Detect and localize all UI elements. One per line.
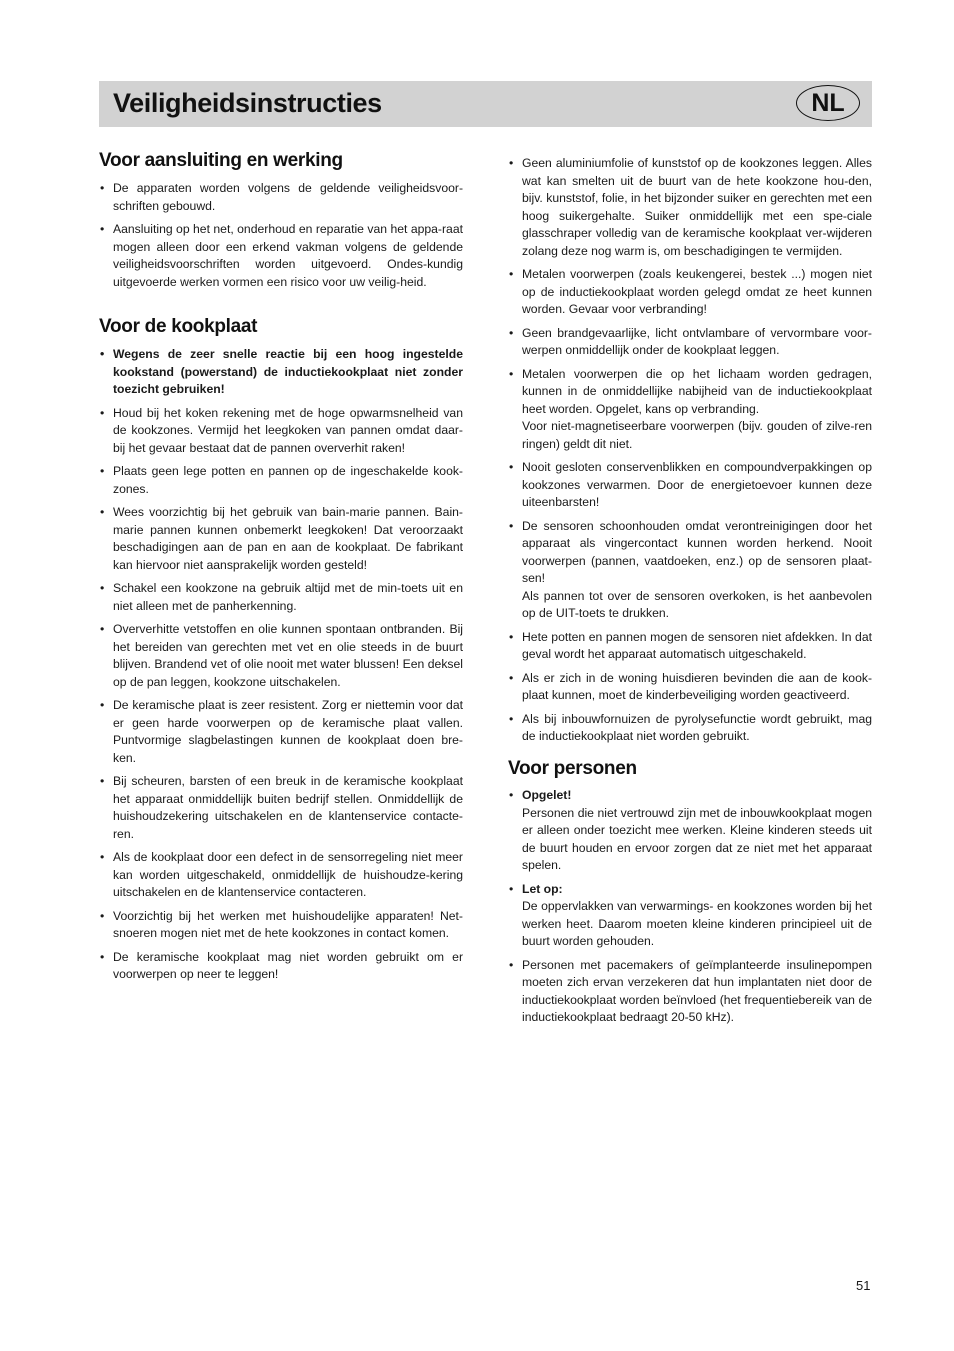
list-item: • Voorzichtig bij het werken met huishoudelijke apparaten! Net-snoeren mogen niet met de hete kookzones in contact komen. bbox=[99, 908, 463, 943]
list-item-text: • Metalen voorwerpen die op het lichaam worden gedragen, kunnen in de onmiddellijke nabijheid van de inductiekookplaat heet worden. Opgelet, kans op verbranding. bbox=[522, 366, 872, 416]
persons-list bbox=[508, 787, 872, 1027]
list-item: • Geen brandgevaarlijke, licht ontvlambare of vervormbare voor-werpen onmiddellijk onder de kookplaat leggen. bbox=[508, 325, 872, 360]
list-item: • Nooit gesloten conservenblikken en compoundverpakkingen op kookzones verwarmen. Door de energietoevoer kunnen deze uiteenbarsten! bbox=[508, 459, 872, 512]
right-column bbox=[508, 155, 872, 752]
list-item: • Aansluiting op het net, onderhoud en reparatie van het appa-raat mogen alleen door een erkend vakman volgens de geldende veiligheidsvoorschriften worden uitgevoerd. Ondes-kundig uitgevoerde werken vormen een risico voor uw veilig-heid. bbox=[99, 221, 463, 291]
list-item: • Oververhitte vetstoffen en olie kunnen spontaan ontbranden. Bij het bereiden van gerechten met vet en olie steeds in de buurt blijven. Brandend vet of olie nooit met water blussen! Een deksel op de pan leggen, kookzone uitschakelen. bbox=[99, 621, 463, 691]
page-number: 51 bbox=[856, 1278, 871, 1293]
list-item: • Houd bij het koken rekening met de hoge opwarmsnelheid van de kookzones. Vermijd het leegkoken van pannen omdat daar-bij het gevaar bestaat dat de pannen oververhit raken! bbox=[99, 405, 463, 458]
section-heading-hob: Voor de kookplaat bbox=[99, 316, 258, 337]
hob-list-continued bbox=[508, 155, 872, 746]
list-item bbox=[508, 787, 872, 875]
list-item: • Als de kookplaat door een defect in de sensorregeling niet meer kan worden uitgeschakeld, onmiddellijk de huishoudze-kering uitschakelen en de klantenservice contacteren. bbox=[99, 849, 463, 902]
list-item: • Geen aluminiumfolie of kunststof op de kookzones leggen. Alles wat kan smelten uit de buurt van de hete kookzone hou-den, bijv. kunststof, folie, in het bijzonder suiker en gerechten met een hoog suikergehalte. Suiker onmiddellijk met een spe-ciale glasschraper volledig van de keramische kookplaat ver-wijderen zolang deze nog warm is, om beschadigingen te vermijden. bbox=[508, 155, 872, 260]
section-heading-connection: Voor aansluiting en werking bbox=[99, 150, 343, 171]
title-bar bbox=[99, 81, 872, 127]
list-item: • De keramische plaat is zeer resistent. Zorg er niettemin voor dat er geen harde voorwerpen op de keramische plaat vallen. Puntvormige slagbelastingen kunnen de kookplaat doen bre-ken. bbox=[99, 697, 463, 767]
connection-list bbox=[99, 180, 463, 291]
list-item-lead: • Opgelet! bbox=[522, 788, 572, 802]
list-item: • De apparaten worden volgens de geldende veiligheidsvoor-schriften gebouwd. bbox=[99, 180, 463, 215]
list-item: • Plaats geen lege potten en pannen op de ingeschakelde kook-zones. bbox=[99, 463, 463, 498]
language-badge: NL bbox=[796, 85, 860, 121]
list-item-note: Voor niet-magnetiseerbare voorwerpen (bijv. gouden of zilve-ren ringen) geldt dit niet. bbox=[522, 419, 872, 451]
list-item: • De keramische kookplaat mag niet worden gebruikt om er voorwerpen op neer te leggen! bbox=[99, 949, 463, 984]
list-item bbox=[508, 518, 872, 623]
list-item: • Bij scheuren, barsten of een breuk in de keramische kookplaat het apparaat onmiddellijk buiten bedrijf stellen. Onmiddellijk de huishoudzekering uitschakelen en de klantenservice contacte-ren. bbox=[99, 773, 463, 843]
list-item-text: • De sensoren schoonhouden omdat verontreinigingen door het apparaat als vingercontact kunnen worden herkend. Nooit voorwerpen (pannen, vaatdoeken, enz.) op de sensoren plaat-sen! bbox=[522, 518, 872, 585]
list-item: • Metalen voorwerpen (zoals keukengerei, bestek ...) mogen niet op de inductiekookplaat worden gelegd omdat ze heet kunnen worden. Gevaar voor verbranding! bbox=[508, 266, 872, 319]
list-item: • Wees voorzichtig bij het gebruik van bain-marie pannen. Bain-marie pannen kunnen onbemerkt leegkoken! Dat veroorzaakt beschadigingen aan de pan en aan de kookplaat. De fabrikant kan hiervoor niet aansprakelijk worden gesteld! bbox=[99, 504, 463, 574]
list-item: • Hete potten en pannen mogen de sensoren niet afdekken. In dat geval wordt het apparaat automatisch uitgeschakeld. bbox=[508, 629, 872, 664]
list-item-note: Als pannen tot over de sensoren overkoken, is het aanbevolen op de UIT-toets te drukken. bbox=[522, 588, 872, 620]
left-column bbox=[99, 150, 463, 990]
hob-list bbox=[99, 346, 463, 984]
list-item: • Als bij inbouwfornuizen de pyrolysefunctie wordt gebruikt, mag de inductiekookplaat niet worden gebruikt. bbox=[508, 711, 872, 746]
list-item bbox=[508, 957, 872, 1027]
list-item: • Wegens de zeer snelle reactie bij een hoog ingestelde kookstand (powerstand) de inductiekookplaat niet zonder toezicht gebruiken! bbox=[99, 346, 463, 399]
list-item-text: De oppervlakken van verwarmings- en kookzones worden bij het werken heet. Daarom moeten kleine kinderen principieel uit de buurt worden gehouden. bbox=[522, 899, 872, 948]
persons-section bbox=[508, 758, 872, 1033]
list-item-text: • Personen met pacemakers of geïmplanteerde insulinepompen moeten zich ervan verzekeren dat hun implantaten niet door de inductiekookplaat worden beïnvloed (het frequentiebereik van de inductiekookplaat bedraagt 20-50 kHz). bbox=[522, 957, 872, 1024]
section-heading-persons: Voor personen bbox=[508, 758, 637, 779]
list-item bbox=[508, 881, 872, 951]
list-item bbox=[508, 366, 872, 454]
list-item-lead: • Let op: bbox=[522, 881, 563, 896]
page-title: Veiligheidsinstructies bbox=[113, 88, 382, 118]
list-item: • Als er zich in de woning huisdieren bevinden die aan de kook-plaat kunnen, moet de kinderbeveiliging worden geactiveerd. bbox=[508, 670, 872, 705]
list-item-text: Personen die niet vertrouwd zijn met de inbouwkookplaat mogen er alleen onder toezicht mee werken. Kleine kinderen steeds uit de buurt houden en ervoor zorgen dat ze niet met het apparaat spelen. bbox=[522, 805, 872, 872]
list-item: • Schakel een kookzone na gebruik altijd met de min-toets uit en niet alleen met de panherkenning. bbox=[99, 580, 463, 615]
